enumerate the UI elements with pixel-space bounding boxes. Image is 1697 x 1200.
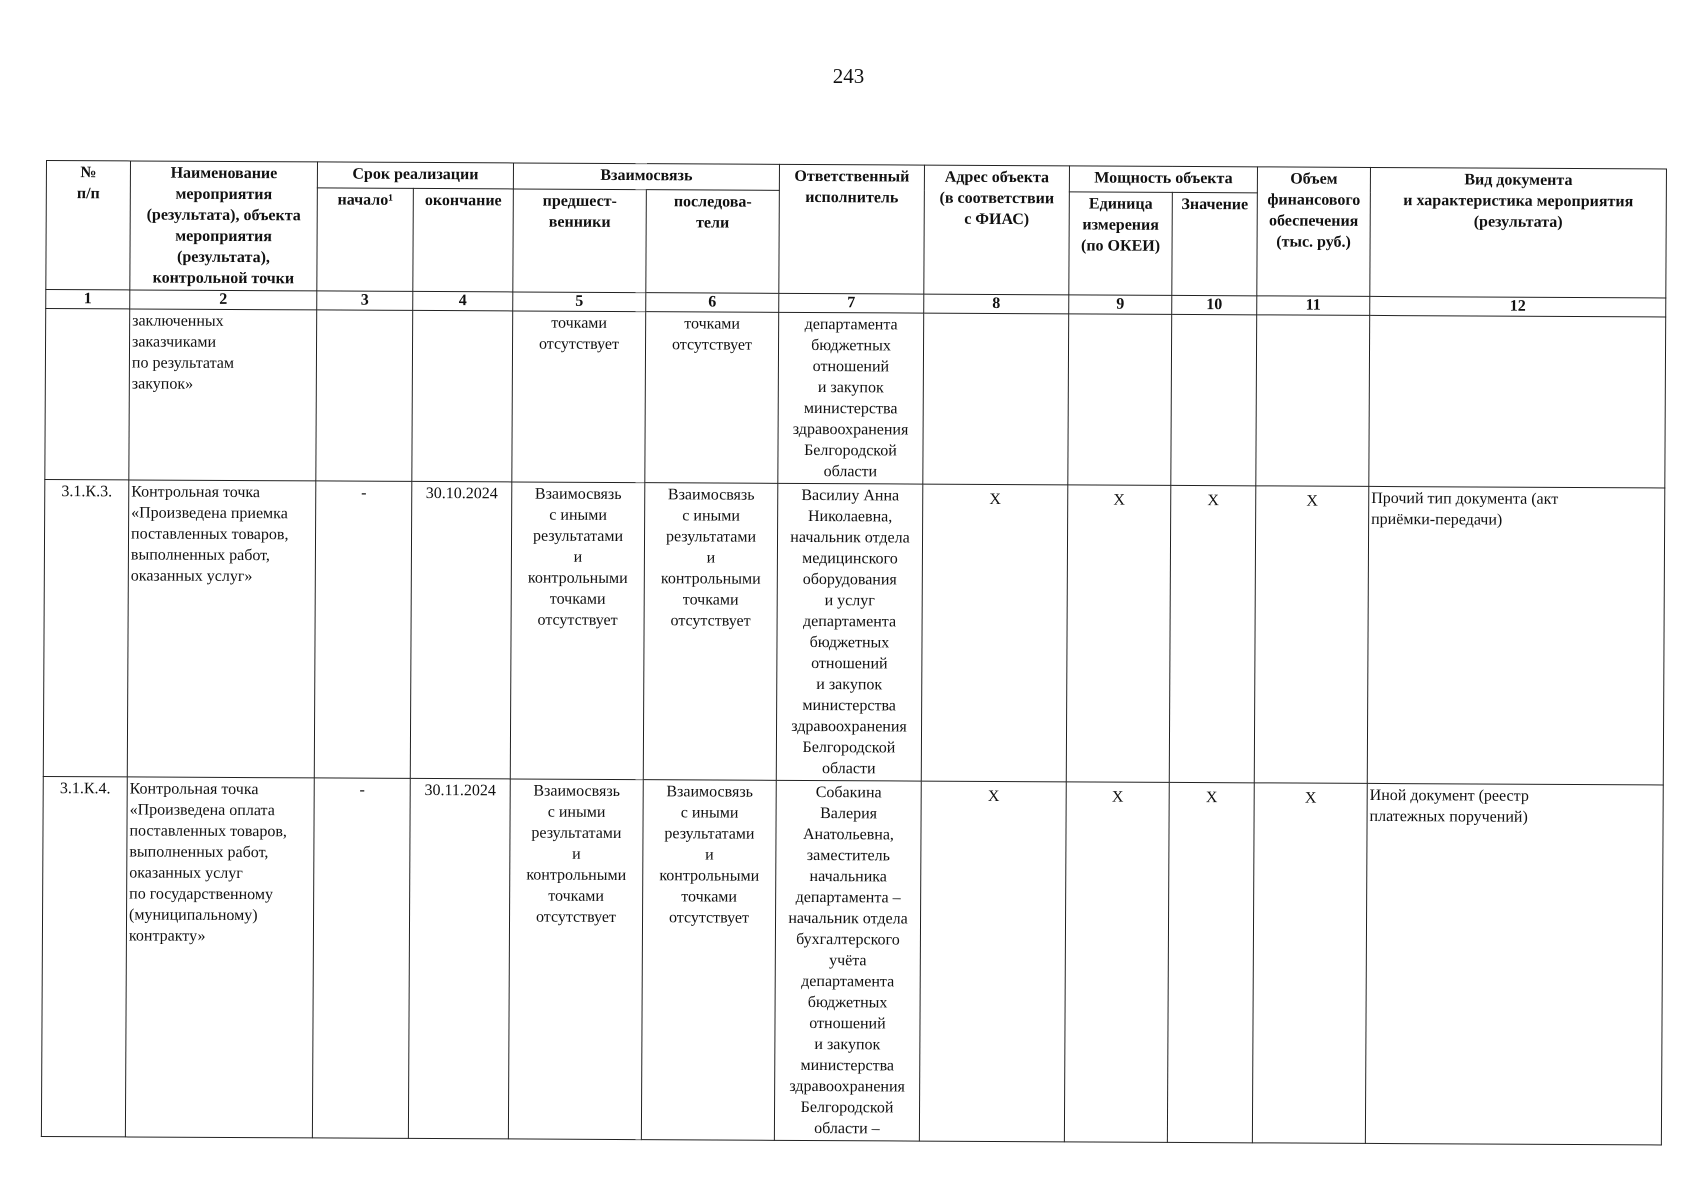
header-power-group: Мощность объекта	[1069, 166, 1257, 193]
row-unit: X	[1066, 485, 1171, 783]
row-unit: X	[1064, 782, 1169, 1143]
row-responsible: департамента бюджетных отношений и закупок министерства здравоохранения Белгородской области	[778, 312, 924, 484]
table-row	[43, 479, 1665, 784]
column-number: 6	[646, 293, 779, 313]
header-name: Наименование мероприятия (результата), объекта мероприятия (результата), контрольной точки	[130, 161, 318, 291]
row-predecessors: Взаимосвязь с иными результатами и контрольными точками отсутствует	[510, 482, 645, 780]
row-start	[316, 310, 413, 482]
header-successors: последова- тели	[646, 189, 780, 293]
header-responsible: Ответственный исполнитель	[779, 164, 925, 294]
row-number	[45, 309, 130, 480]
header-number: № п/п	[46, 161, 131, 290]
row-predecessors: точками отсутствует	[512, 311, 646, 483]
row-financing: X	[1252, 783, 1367, 1144]
row-number: 3.1.К.4.	[41, 776, 127, 1136]
table-row	[41, 776, 1663, 1144]
column-number: 5	[513, 292, 646, 312]
header-document: Вид документа и характеристика мероприятия (результата)	[1370, 167, 1667, 298]
column-number: 4	[413, 291, 513, 311]
column-number: 7	[779, 293, 924, 313]
header-address: Адрес объекта (в соответствии с ФИАС)	[924, 165, 1070, 295]
row-start: -	[312, 778, 410, 1138]
column-number: 2	[130, 290, 317, 310]
row-document: Иной документ (реестр платежных поручений)	[1365, 783, 1663, 1145]
table-row	[45, 309, 1666, 488]
row-responsible: Василиу Анна Николаевна, начальник отдела медицинского оборудования и услуг департамента бюджетных отношений и закупок министерства здравоохранения Белгородской области	[776, 483, 923, 781]
activities-table	[41, 160, 1667, 1145]
row-name: заключенных заказчиками по результатам закупок»	[129, 309, 317, 481]
row-address	[923, 313, 1069, 485]
row-unit	[1068, 314, 1172, 486]
row-value	[1171, 314, 1257, 485]
row-successors: Взаимосвязь с иными результатами и контрольными точками отсутствует	[643, 483, 778, 781]
row-value: X	[1169, 485, 1256, 782]
row-document: Прочий тип документа (акт приёмки-передачи)	[1367, 486, 1665, 785]
row-document	[1369, 315, 1666, 488]
row-predecessors: Взаимосвязь с иными результатами и контрольными точками отсутствует	[508, 779, 643, 1140]
row-end: 30.10.2024	[410, 481, 512, 779]
row-financing: X	[1254, 486, 1369, 784]
page-number: 243	[832, 64, 865, 88]
row-end	[412, 310, 513, 482]
header-unit: Единица измерения (по ОКЕИ)	[1069, 192, 1173, 296]
row-value: X	[1167, 782, 1254, 1142]
column-number: 9	[1069, 295, 1172, 315]
column-number: 12	[1370, 296, 1666, 317]
row-successors: точками отсутствует	[645, 312, 779, 484]
header-financing: Объем финансового обеспечения (тыс. руб.)	[1257, 167, 1371, 297]
row-name: Контрольная точка «Произведена приемка поставленных товаров, выполненных работ, оказанных услуг»	[127, 480, 316, 778]
header-predecessors: предшест- венники	[513, 189, 647, 293]
header-start: начало¹	[317, 188, 414, 292]
row-address: X	[921, 484, 1068, 782]
column-number: 11	[1257, 296, 1370, 316]
plan-table-sheet	[41, 160, 1666, 1145]
row-name: Контрольная точка «Произведена оплата поставленных товаров, выполненных работ, оказанных услуг по государственному (муниципальному) контракту»	[125, 777, 314, 1138]
column-number: 8	[924, 294, 1069, 314]
header-value: Значение	[1172, 192, 1258, 296]
row-responsible: Собакина Валерия Анатольевна, заместитель начальника департамента – начальник отдела бухгалтерского учёта департамента бюджетных отношений и закупок министерства здравоохранения Белгородской области –	[774, 780, 921, 1141]
row-financing	[1256, 315, 1370, 487]
column-number: 10	[1172, 295, 1257, 314]
header-end: окончание	[413, 188, 514, 292]
row-successors: Взаимосвязь с иными результатами и контрольными точками отсутствует	[641, 780, 776, 1141]
column-number: 3	[317, 291, 413, 311]
row-start: -	[314, 481, 412, 778]
row-number: 3.1.К.3.	[43, 479, 129, 776]
header-period-group: Срок реализации	[317, 162, 513, 189]
row-address: X	[919, 781, 1066, 1142]
column-number: 1	[46, 290, 130, 309]
header-link-group: Взаимосвязь	[513, 163, 779, 190]
row-end: 30.11.2024	[408, 778, 510, 1139]
